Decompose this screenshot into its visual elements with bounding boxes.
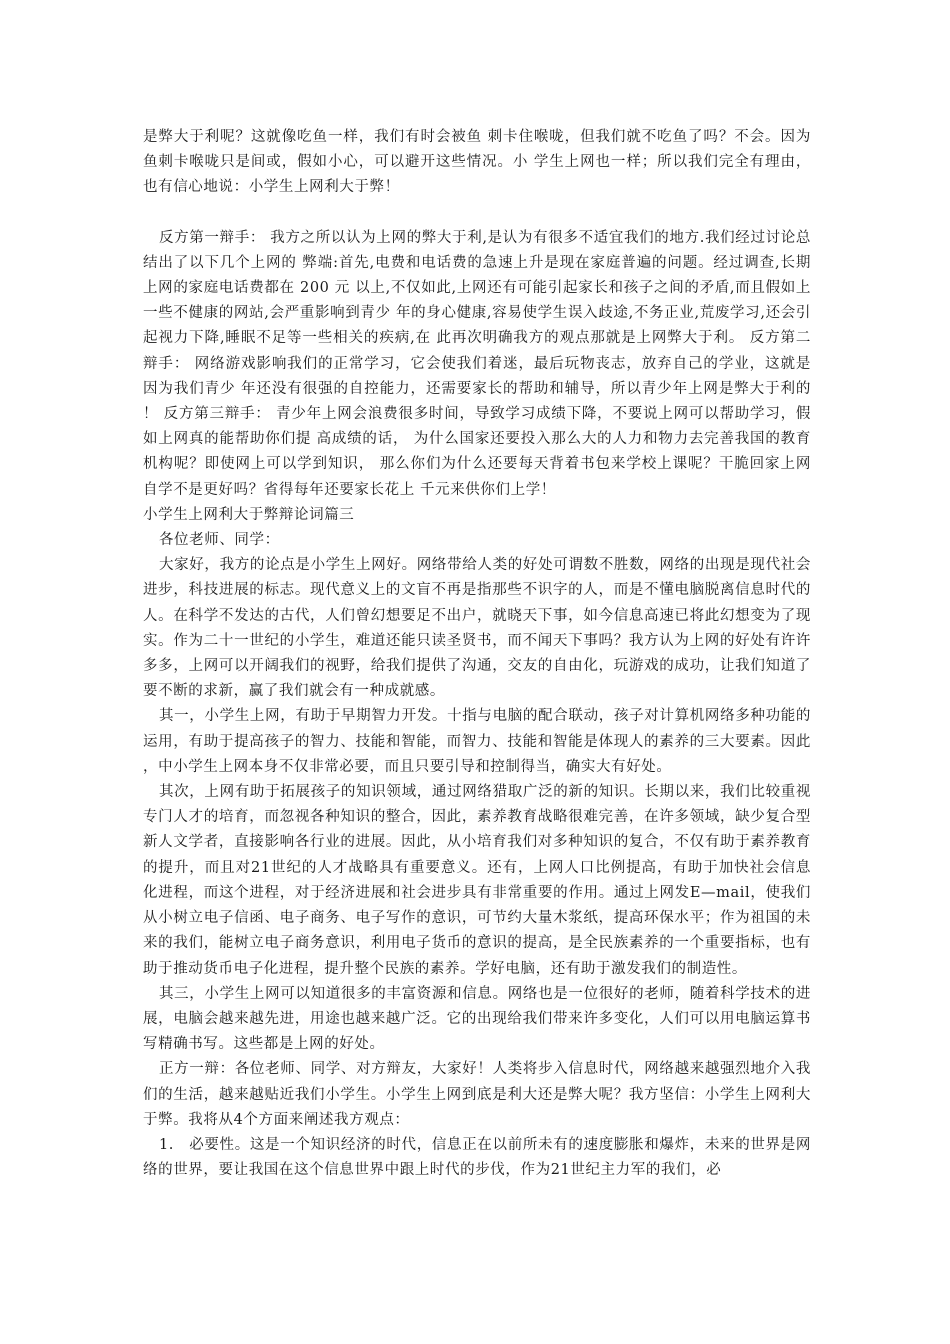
document-body: [143, 125, 811, 1183]
paragraph-gap: [143, 201, 811, 226]
paragraph-salutation: 各位老师、同学：: [158, 532, 280, 549]
paragraph-intro-conclusion: 是弊大于利呢？这就像吃鱼一样，我们有时会被鱼 刺卡住喉咙，但我们就不吃鱼了吗？不会。因为鱼刺卡喉咙只是间或，假如小心，可以避开这些情况。小 学生上网也一样；所以我们完全有理由，也有信心地说：小学生上网利大于弊！: [143, 129, 811, 196]
paragraph-con-side-debaters: 反方第一辩手： 我方之所以认为上网的弊大于利,是认为有很多不适宜我们的地方.我们经过讨论总结出了以下几个上网的 弊端:首先,电费和电话费的急速上升是现在家庭普遍的问题。经过调查,长期上网的家庭电话费都在 200 元 以上,不仅如此,上网还有可能引起家长和孩子之间的矛盾,而且假如上一些不健康的网站,会严重影响到青少 年的身心健康,容易使学生误入歧途,不务正业,荒废学习,还会引起视力下降,睡眠不足等一些相关的疾病,在 此再次明确我方的观点那就是上网弊大于利。 反方第二辩手： 网络游戏影响我们的正常学习，它会使我们着迷，最后玩物丧志，放弃自己的学业，这就是因为我们青少 年还没有很强的自控能力，还需要家长的帮助和辅导，所以青少年上网是弊大于利的！ 反方第三辩手： 青少年上网会浪费很多时间，导致学习成绩下降，不要说上网可以帮助学习，假如上网真的能帮助你们提 高成绩的话， 为什么国家还要投入那么大的人力和物力去完善我国的教育机构呢？即使网上可以学到知识， 那么你们为什么还要每天背着书包来学校上课呢？干脆回家上网自学不是更好吗？省得每年还要家长花上 千元来供你们上学！: [143, 229, 811, 498]
paragraph-point-two: 其次，上网有助于拓展孩子的知识领域，通过网络猎取广泛的新的知识。长期以来，我们比较重视专门人才的培育，而忽视各种知识的整合，因此，素养教育战略很难完善，在许多领域，缺少复合型新人文学者，直接影响各行业的进展。因此，从小培育我们对多种知识的复合，不仅有助于素养教育的提升，而且对21世纪的人才战略具有重要意义。还有，上网人口比例提高，有助于加快社会信息化进程，而这个进程，对于经济进展和社会进步具有非常重要的作用。通过上网发E—mail，使我们从小树立电子信函、电子商务、电子写作的意识，可节约大量木浆纸，提高环保水平；作为祖国的未来的我们，能树立电子商务意识，利用电子货币的意识的提高，是全民族素养的一个重要指标，也有助于推动货币电子化进程，提升整个民族的素养。学好电脑，还有助于激发我们的制造性。: [143, 784, 811, 977]
paragraph-necessity: 1. 必要性。这是一个知识经济的时代，信息正在以前所未有的速度膨胀和爆炸，未来的世界是网络的世界，要让我国在这个信息世界中跟上时代的步伐，作为21世纪主力军的我们，必: [143, 1136, 811, 1179]
paragraph-point-three: 其三，小学生上网可以知道很多的丰富资源和信息。网络也是一位很好的老师，随着科学技术的进展，电脑会越来越先进，用途也越来越广泛。它的出现给我们带来许多变化，人们可以用电脑运算书写精确书写。这些都是上网的好处。: [143, 985, 811, 1053]
paragraph-main-argument: 大家好，我方的论点是小学生上网好。网络带给人类的好处可谓数不胜数，网络的出现是现代社会进步，科技进展的标志。现代意义上的文盲不再是指那些不识字的人，而是不懂电脑脱离信息时代的人。在科学不发达的古代，人们曾幻想要足不出户，就晓天下事，如今信息高速已将此幻想变为了现实。作为二十一世纪的小学生，难道还能只读圣贤书，而不闻天下事吗？我方认为上网的好处有许许多多，上网可以开阔我们的视野，给我们提供了沟通，交友的自由化，玩游戏的成功，让我们知道了要不断的求新，赢了我们就会有一种成就感。: [143, 557, 811, 700]
paragraph-point-one: 其一，小学生上网，有助于早期智力开发。十指与电脑的配合联动，孩子对计算机网络多种功能的运用，有助于提高孩子的智力、技能和智能，而智力、技能和智能是体现人的素养的三大要素。因此，中小学生上网本身不仅非常必要，而且只要引导和控制得当，确实大有好处。: [143, 708, 811, 775]
paragraph-pro-first-debater: 正方一辩：各位老师、同学、对方辩友，大家好！人类将步入信息时代，网络越来越强烈地介入我们的生活，越来越贴近我们小学生。小学生上网到底是利大还是弊大呢？我方坚信：小学生上网利大于弊。我将从4个方面来阐述我方观点：: [143, 1061, 811, 1128]
section-heading: 小学生上网利大于弊辩论词篇三: [143, 506, 355, 523]
